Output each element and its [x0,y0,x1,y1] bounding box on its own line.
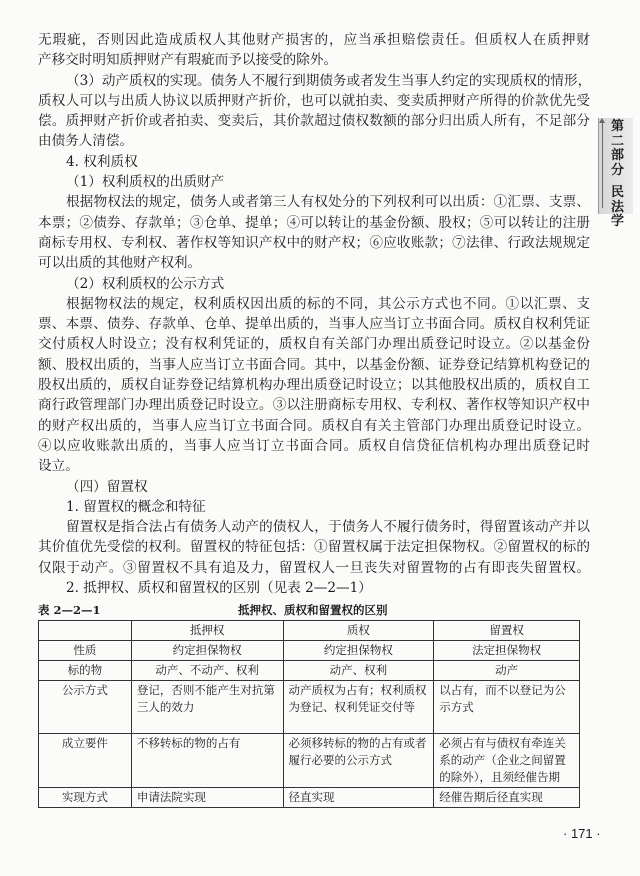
table-cell: 不移转标的物的占有 [131,734,283,788]
text-line: 商行政管理部门办理出质登记时设立。③以注册商标专用权、专利权、著作权等知识产权中 [38,397,590,414]
text-line: 商标专用权、专利权、著作权等知识产权中的财产权；⑥应收账款；⑦法律、行政法规规定 [38,234,590,251]
table-cell: 标的物 [39,661,132,681]
text-line: （1）权利质权的出质财产 [66,174,225,191]
text-line: 产移交时明知质押财产有瑕疵而予以接受的除外。 [38,52,338,69]
table-cell: 登记，否则不能产生对抗第三人的效力 [131,681,283,734]
table-row [39,681,580,734]
arrow-up-icon [602,122,603,208]
text-line: 股权出质的，质权自证券登记结算机构办理出质登记时设立；以其他股权出质的，质权自工 [38,377,590,394]
text-line: 票、本票、债券、存款单、仓单、提单出质的，当事人应当订立书面合同。质权自权利凭证 [38,316,590,333]
table-cell: 必须占有与债权有牵连关系的动产（企业之间留置的除外），且须经催告期 [434,734,580,788]
text-line: 额、股权出质的，当事人应当订立书面合同。其中，以基金份额、证券登记结算机构登记的 [38,356,590,373]
table-cell: 约定担保物权 [283,641,434,661]
text-line: 4. 权利质权 [66,153,138,170]
text-line: 其价值优先受偿的权利。留置权的特征包括：①留置权属于法定担保物权。②留置权的标的 [38,539,590,556]
table-cell: 动产、不动产、权利 [131,661,283,681]
table-header-cell: 抵押权 [131,621,283,641]
table-header-cell: 留置权 [434,621,580,641]
table-cell: 约定担保物权 [131,641,283,661]
table-cell: 动产质权为占有；权利质权为登记、权利凭证交付等 [283,681,434,734]
text-line: ④以应收账款出质的，当事人应当订立书面合同。质权自信贷征信机构办理出质登记时 [38,437,590,454]
table-title: 抵押权、质权和留置权的区别 [238,603,388,617]
text-line: 2. 抵押权、质权和留置权的区别（见表 2—2—1） [66,580,372,597]
text-line: 偿。质押财产折价或者拍卖、变卖后，其价款超过债权数额的部分归出质人所有，不足部分 [38,113,590,130]
table-cell: 成立要件 [39,734,132,788]
table-row [39,788,580,808]
table-cell: 性质 [39,641,132,661]
text-line: 根据物权法的规定，权利质权因出质的标的不同，其公示方式也不同。①以汇票、支 [66,295,590,312]
table-cell: 实现方式 [39,788,132,808]
text-line: （2）权利质权的公示方式 [66,275,225,292]
table-number: 表 2—2—1 [38,603,101,617]
table-cell: 申请法院实现 [131,788,283,808]
page-number: · 171 · [563,826,601,841]
text-line: 本票；②债券、存款单；③仓单、提单；④可以转让的基金份额、股权；⑤可以转让的注册 [38,214,590,231]
text-line: 的财产权出质的，当事人应当订立书面合同。质权自有关主管部门办理出质登记时设立。 [38,417,590,434]
side-tab-part: 第二部分 [611,119,625,178]
table-cell: 径直实现 [283,788,434,808]
text-line: 无瑕疵，否则因此造成质权人其他财产损害的，应当承担赔偿责任。但质权人在质押财 [38,32,590,48]
comparison-table [38,620,580,808]
table-header-cell [39,621,132,641]
text-line: 根据物权法的规定，债务人或者第三人有权处分的下列权利可以出质：①汇票、支票、 [66,194,590,211]
text-line: 可以出质的其他财产权利。 [38,255,202,272]
table-row [39,661,580,681]
table-cell: 动产、权利 [283,661,434,681]
text-line: 由债务人清偿。 [38,133,134,150]
text-line: 留置权是指合法占有债务人动产的债权人，于债务人不履行债务时，得留置该动产并以 [66,519,590,536]
table-row [39,641,580,661]
body-text [38,30,590,598]
text-line: 1. 留置权的概念和特征 [66,498,206,515]
side-tab-subject: 民法学 [611,185,625,229]
text-line: （3）动产质权的实现。债务人不履行到期债务或者发生当事人约定的实现质权的情形， [66,72,592,89]
section-side-tab [598,118,633,229]
table-caption [38,602,590,618]
table-cell: 必须移转标的物的占有或者履行必要的公示方式 [283,734,434,788]
text-line: 质权人可以与出质人协议以质押财产折价，也可以就拍卖、变卖质押财产所得的价款优先受 [38,92,590,109]
table-cell: 经催告期后径直实现 [434,788,580,808]
text-line: 交付质权人时设立；没有权利凭证的，质权自有关部门办理出质登记时设立。②以基金份 [38,336,590,353]
text-line: 仅限于动产。③留置权不具有追及力，留置权人一旦丧失对留置物的占有即丧失留置权。 [38,559,590,576]
table-header-row [39,621,580,641]
text-line: （四）留置权 [66,478,148,495]
table-header-cell: 质权 [283,621,434,641]
table-cell: 法定担保物权 [434,641,580,661]
table-cell: 公示方式 [39,681,132,734]
table-row [39,734,580,788]
table-cell: 以占有，而不以登记为公示方式 [434,681,580,734]
table-cell: 动产 [434,661,580,681]
text-line: 设立。 [38,458,79,475]
